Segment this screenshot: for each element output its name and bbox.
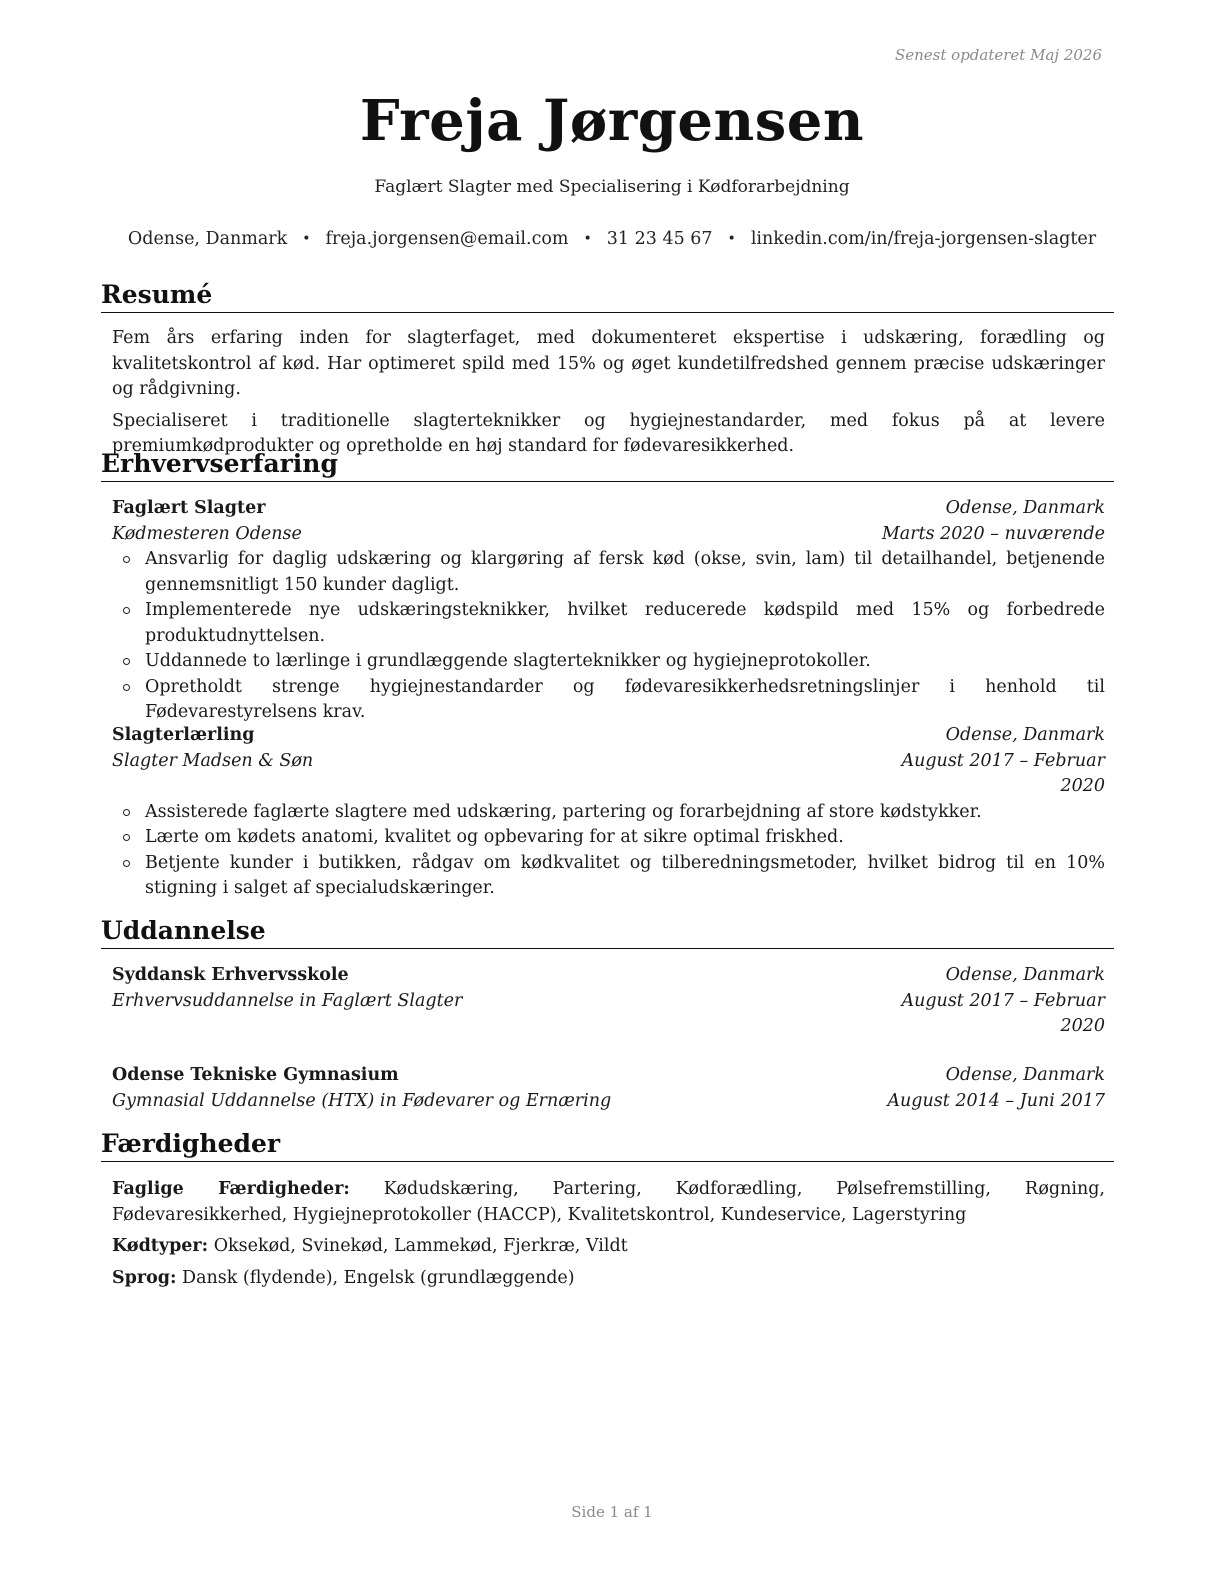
skill-value: Kødudskæring, Partering, Kødforædling, Pølsefremstilling, Røgning, Fødevaresikkerhed, Hygiejneprotokoller (HACCP), Kvalitetskontrol, Kundeservice, Lagerstyring <box>112 1179 1105 1225</box>
skills-block <box>112 1177 1105 1297</box>
skill-line <box>112 1177 1105 1228</box>
education-dates: August 2017 – Februar 2020 <box>901 990 1105 1036</box>
job-title: Slagterlærling <box>112 725 255 745</box>
list-item: Betjente kunder i butikken, rådgav om kødkvalitet og tilberedningsmetoder, hvilket bidrog til en 10% stigning i salget af specialudskæringer. <box>112 851 1105 902</box>
education-entry <box>112 963 1105 1040</box>
summary-paragraph: Fem års erfaring inden for slagterfaget, med dokumenteret ekspertise i udskæring, forædling og kvalitetskontrol af kød. Har optimeret spild med 15% og øget kundetilfredshed gennem præcise udskæringer og rådgivning. <box>112 328 1105 399</box>
circle-bullet-icon <box>123 809 130 816</box>
candidate-subtitle: Faglært Slagter med Specialisering i Kødforarbejdning <box>374 177 850 197</box>
circle-bullet-icon <box>123 684 130 691</box>
summary-paragraph: Specialiseret i traditionelle slagterteknikker og hygiejnestandarder, med fokus på at levere premiumkødprodukter og opretholde en høj standard for fødevaresikkerhed. <box>112 410 1105 456</box>
job-location: Odense, Danmark <box>945 725 1105 745</box>
school-location: Odense, Danmark <box>945 965 1105 985</box>
circle-bullet-icon <box>123 556 130 563</box>
summary-block <box>112 326 1105 466</box>
bullet-separator-icon: • <box>302 231 311 247</box>
job-bullets <box>112 800 1105 902</box>
last-updated: Senest opdateret Maj 2026 <box>894 46 1102 64</box>
contact-email[interactable]: freja.jorgensen@email.com <box>325 229 569 249</box>
job-dates: Marts 2020 – nuværende <box>881 523 1105 544</box>
circle-bullet-icon <box>123 607 130 614</box>
section-title-experience: Erhvervserfaring <box>101 449 1114 482</box>
circle-bullet-icon <box>123 658 130 665</box>
experience-entry <box>112 496 1105 726</box>
list-item: Implementerede nye udskæringsteknikker, hvilket reducerede kødspild med 15% og forbedrede produktudnyttelsen. <box>112 598 1105 649</box>
page-number: Side 1 af 1 <box>571 1503 653 1521</box>
school-name: Syddansk Erhvervsskole <box>112 965 349 985</box>
skill-label: Sprog: <box>112 1267 177 1288</box>
job-company: Slagter Madsen & Søn <box>112 750 314 771</box>
job-dates: August 2017 – Februar 2020 <box>901 750 1105 796</box>
skill-value: Oksekød, Svinekød, Lammekød, Fjerkræ, Vildt <box>213 1236 628 1256</box>
list-item: Ansvarlig for daglig udskæring og klargøring af fersk kød (okse, svin, lam) til detailhandel, betjenende gennemsnitligt 150 kunder dagligt. <box>112 547 1105 598</box>
education-entry <box>112 1063 1105 1114</box>
experience-entry <box>112 723 1105 902</box>
circle-bullet-icon <box>123 834 130 841</box>
job-company: Kødmesteren Odense <box>112 523 302 544</box>
job-title: Faglært Slagter <box>112 498 266 518</box>
skill-value: Dansk (flydende), Engelsk (grundlæggende) <box>182 1267 575 1288</box>
contact-linkedin[interactable]: linkedin.com/in/freja-jorgensen-slagter <box>750 229 1097 249</box>
school-name: Odense Tekniske Gymnasium <box>112 1065 399 1085</box>
education-dates: August 2014 – Juni 2017 <box>887 1090 1105 1111</box>
circle-bullet-icon <box>123 860 130 867</box>
school-location: Odense, Danmark <box>945 1065 1105 1085</box>
section-title-education: Uddannelse <box>101 916 1114 949</box>
degree-name: Gymnasial Uddannelse (HTX) in Fødevarer og Ernæring <box>112 1090 612 1111</box>
skill-line <box>112 1234 1105 1260</box>
section-title-summary: Resumé <box>101 280 1114 313</box>
section-title-skills: Færdigheder <box>101 1129 1114 1162</box>
bullet-separator-icon: • <box>727 231 736 247</box>
job-location: Odense, Danmark <box>945 498 1105 518</box>
bullet-separator-icon: • <box>583 231 592 247</box>
skill-line <box>112 1266 1105 1292</box>
contact-location: Odense, Danmark <box>127 229 288 249</box>
job-bullets <box>112 547 1105 726</box>
skill-label: Faglige Færdigheder: <box>112 1179 350 1199</box>
list-item: Opretholdt strenge hygiejnestandarder og fødevaresikkerhedsretningslinjer i henhold til Fødevarestyrelsens krav. <box>112 675 1105 726</box>
degree-name: Erhvervsuddannelse in Faglært Slagter <box>112 990 463 1011</box>
list-item: Uddannede to lærlinge i grundlæggende slagterteknikker og hygiejneprotokoller. <box>112 649 1105 675</box>
skill-label: Kødtyper: <box>112 1236 209 1256</box>
list-item: Assisterede faglærte slagtere med udskæring, partering og forarbejdning af store kødstykker. <box>112 800 1105 826</box>
contact-phone: 31 23 45 67 <box>606 229 713 249</box>
list-item: Lærte om kødets anatomi, kvalitet og opbevaring for at sikre optimal friskhed. <box>112 825 1105 851</box>
contact-line <box>0 229 1224 249</box>
candidate-name: Freja Jørgensen <box>359 88 865 154</box>
